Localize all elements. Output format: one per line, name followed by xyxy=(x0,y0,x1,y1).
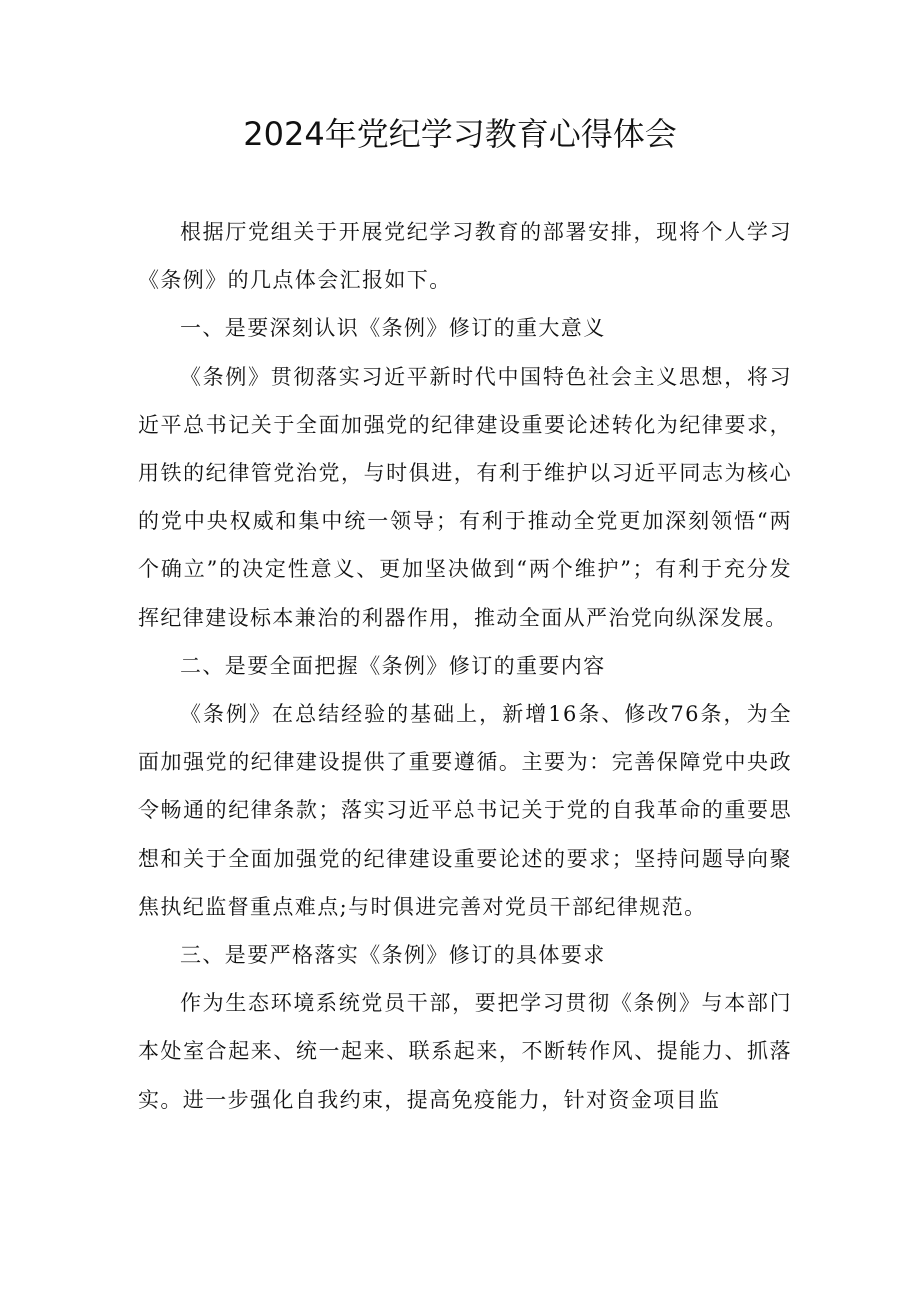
section-heading-2: 二、是要全面把握《条例》修订的重要内容 xyxy=(180,653,606,678)
section-1-paragraph: 《条例》贯彻落实习近平新时代中国特色社会主义思想，将习近平总书记关于全面加强党的纪律建设重要论述转化为纪律要求，用铁的纪律管党治党，与时俱进，有利于维护以习近平同志为核心的党中央权威和集中统一领导；有利于推动全党更加深刻领悟“两个确立”的决定性意义、更加坚决做到“两个维护”；有利于充分发挥纪律建设标本兼治的利器作用，推动全面从严治党向纵深发展。 xyxy=(138,364,792,630)
section-2-paragraph: 《条例》在总结经验的基础上，新增16条、修改76条，为全面加强党的纪律建设提供了重要遵循。主要为：完善保障党中央政令畅通的纪律条款；落实习近平总书记关于党的自我革命的重要思想和关于全面加强党的纪律建设重要论述的要求；坚持问题导向聚焦执纪监督重点难点;与时俱进完善对党员干部纪律规范。 xyxy=(138,702,792,919)
intro-paragraph: 根据厅党组关于开展党纪学习教育的部署安排，现将个人学习《条例》的几点体会汇报如下。 xyxy=(138,220,792,293)
section-3-paragraph: 作为生态环境系统党员干部，要把学习贯彻《条例》与本部门本处室合起来、统一起来、联系起来，不断转作风、提能力、抓落实。进一步强化自我约束，提高免疫能力，针对资金项目监 xyxy=(138,991,792,1112)
section-heading-1: 一、是要深刻认识《条例》修订的重大意义 xyxy=(180,316,606,341)
section-heading-3: 三、是要严格落实《条例》修订的具体要求 xyxy=(180,943,606,968)
document-body xyxy=(138,208,792,1124)
document-title: 2024年党纪学习教育心得体会 xyxy=(243,115,677,153)
